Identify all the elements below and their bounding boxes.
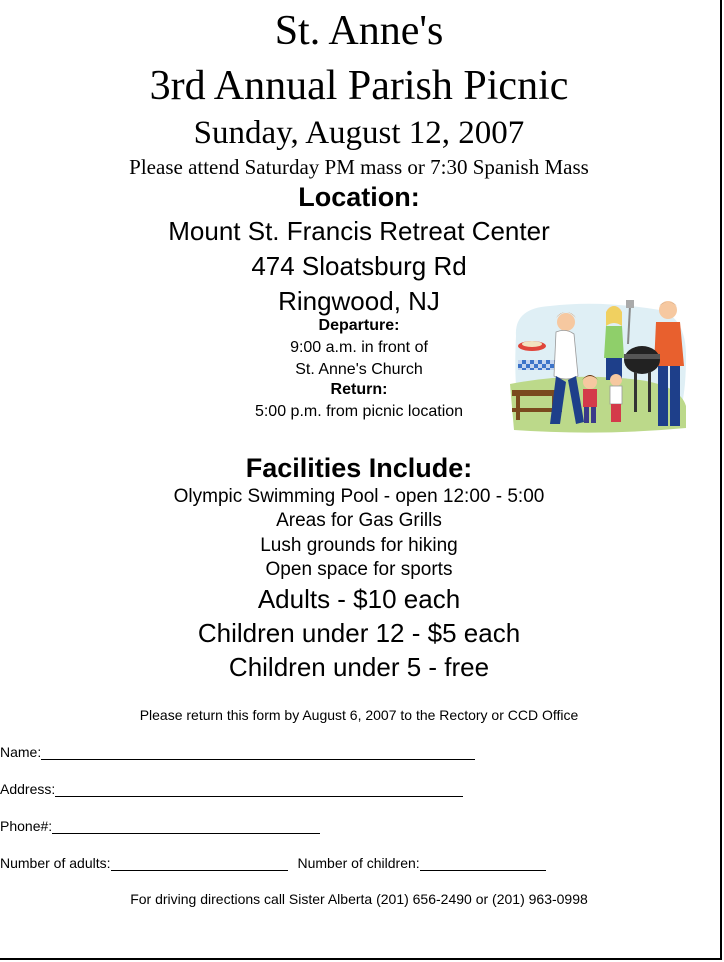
children-line[interactable] — [420, 856, 546, 871]
facility-item: Olympic Swimming Pool - open 12:00 - 5:00 — [173, 486, 545, 507]
parish-name: St. Anne's — [274, 8, 444, 54]
facility-item: Lush grounds for hiking — [260, 535, 458, 556]
facility-item: Areas for Gas Grills — [276, 510, 442, 531]
departure-time: 9:00 a.m. in front of — [290, 339, 428, 356]
adults-line[interactable] — [111, 856, 288, 871]
directions-note: For driving directions call Sister Alberta (201) 656-2490 or (201) 963-0998 — [130, 891, 588, 907]
address-label: Address: — [0, 781, 56, 797]
children-label: Number of children: — [297, 855, 420, 871]
name-line[interactable] — [41, 745, 475, 760]
address-line[interactable] — [55, 782, 463, 797]
venue-name: Mount St. Francis Retreat Center — [168, 216, 550, 246]
event-date: Sunday, August 12, 2007 — [193, 115, 525, 151]
departure-label: Departure: — [318, 317, 400, 334]
attendee-count-row[interactable] — [0, 855, 546, 871]
facility-item: Open space for sports — [265, 559, 453, 580]
name-field[interactable] — [0, 744, 475, 760]
event-title: 3rd Annual Parish Picnic — [149, 63, 569, 109]
address-field[interactable] — [0, 781, 463, 797]
location-heading: Location: — [298, 182, 420, 212]
price-children-under-5: Children under 5 - free — [228, 652, 490, 682]
price-adults: Adults - $10 each — [257, 584, 461, 614]
picnic-family-barbecue-icon — [510, 296, 688, 434]
phone-field[interactable] — [0, 818, 320, 834]
city-state: Ringwood, NJ — [278, 286, 440, 316]
facilities-heading: Facilities Include: — [245, 453, 473, 483]
name-label: Name: — [0, 744, 42, 760]
mass-note: Please attend Saturday PM mass or 7:30 Spanish Mass — [129, 155, 589, 179]
phone-line[interactable] — [52, 819, 320, 834]
adults-label: Number of adults: — [0, 855, 111, 871]
form-instructions: Please return this form by August 6, 2007 to the Rectory or CCD Office — [139, 707, 579, 723]
return-info: 5:00 p.m. from picnic location — [254, 403, 464, 420]
return-label: Return: — [330, 381, 388, 398]
departure-place: St. Anne's Church — [295, 361, 423, 378]
price-children-under-12: Children under 12 - $5 each — [197, 618, 521, 648]
street-address: 474 Sloatsburg Rd — [251, 251, 467, 281]
phone-label: Phone#: — [0, 818, 53, 834]
